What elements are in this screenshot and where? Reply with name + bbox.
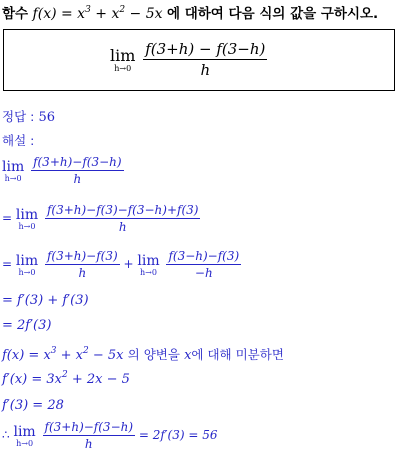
question-suffix: 에 대하여 다음 식의 값을 구하시오. <box>166 6 379 22</box>
limit-operator: lim h→0 <box>15 252 39 277</box>
therefore-symbol: ∴ <box>2 428 10 442</box>
solution-step-7: $f'(x) = 3x^2 + 2x - 5$ <box>2 370 130 387</box>
limit-operator: lim h→0 <box>15 206 39 231</box>
step-fraction-2: $\frac{f(3-h)-f(3)}{-h}$ <box>168 249 240 280</box>
solution-label: 해설 : <box>2 133 35 148</box>
solution-step-8: f′(3) = 28 <box>2 398 64 413</box>
solution-step-9: ∴ lim h→0 $\frac{f(3+h)-f(3-h)}{h}$ = 2f′(3) = 56 <box>2 420 218 451</box>
solution-step-1 <box>2 155 124 186</box>
solution-step-2: = lim h→0 $\frac{f(3+h)-f(3)-f(3-h)+f(3)}{h}$ <box>2 203 199 234</box>
problem-fraction <box>143 40 267 79</box>
step6-function: $f(x) = x^3 + x^2 - 5x$ <box>2 346 124 363</box>
limit-operator: lim h→0 <box>13 423 36 448</box>
problem-box <box>3 29 395 91</box>
fraction-denominator: h <box>200 61 211 79</box>
step-fraction: $\frac{f(3+h)-f(3-h)}{h}$ <box>33 155 122 186</box>
step-fraction-1: $\frac{f(3+h)-f(3)}{h}$ <box>46 249 118 280</box>
step-fraction: $\frac{f(3+h)-f(3-h)}{h}$ <box>44 420 134 451</box>
solution-step-3: = lim h→0 $\frac{f(3+h)-f(3)}{h}$ + lim h→0 $\frac{f(3-h)-f(3)}{-h}$ <box>2 249 240 280</box>
answer-line <box>2 107 55 125</box>
limit-operator: lim h→0 <box>2 158 25 183</box>
fraction-numerator: f(3+h) − f(3−h) <box>145 40 266 58</box>
answer-label: 정답 : <box>2 109 35 124</box>
solution-step-5: = 2f′(3) <box>2 318 52 333</box>
limit-operator-2: lim h→0 <box>137 252 160 277</box>
limit-operator: lim h→0 <box>110 46 136 73</box>
question-function: $f(x) = x^3 + x^2 - 5x$ <box>32 5 163 22</box>
step-fraction: $\frac{f(3+h)-f(3)-f(3-h)+f(3)}{h}$ <box>46 203 199 234</box>
question-line <box>2 2 378 22</box>
question-prefix: 함수 <box>2 6 29 22</box>
solution-step-4: = f′(3) + f′(3) <box>2 293 89 308</box>
problem-expression <box>110 40 267 79</box>
answer-value: 56 <box>38 110 56 125</box>
solution-step-6: $f(x) = x^3 + x^2 - 5x$ 의 양변을 x에 대해 미분하면 <box>2 346 284 363</box>
